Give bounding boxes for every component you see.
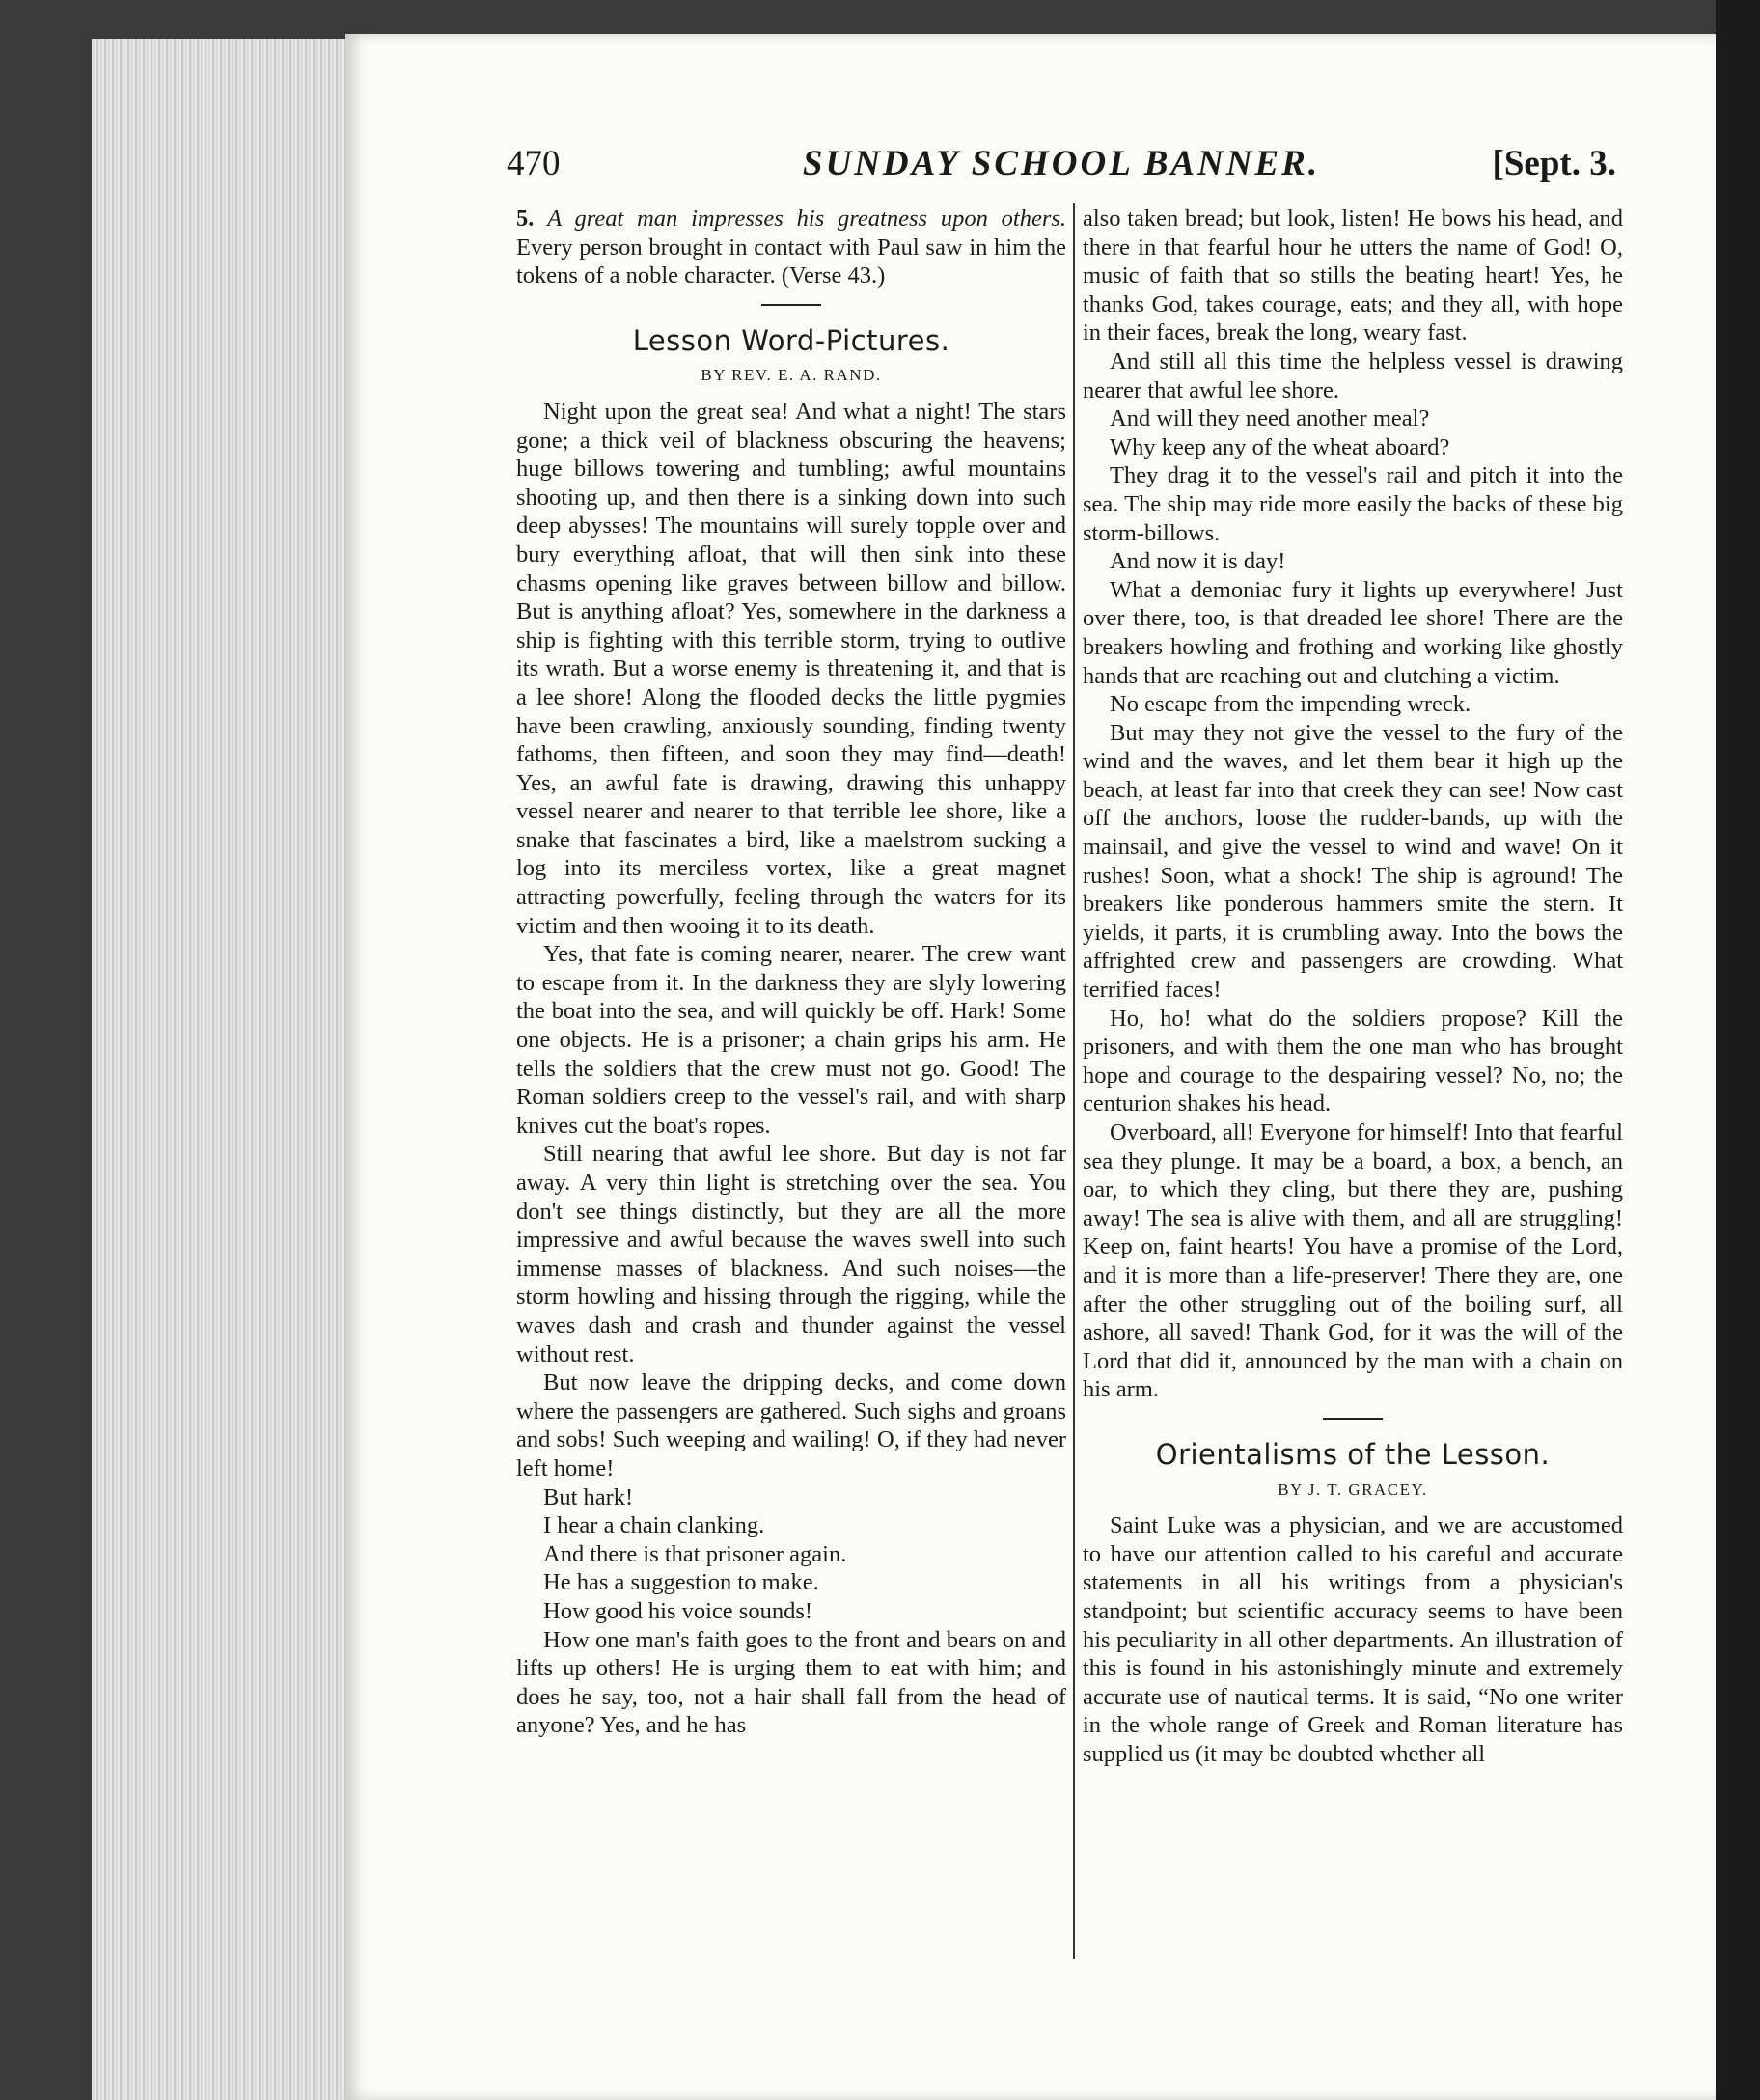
paragraph: Yes, that fate is coming nearer, nearer. The crew want to escape from it. In the darkness they are slyly lowering the boat into the sea, and will quickly be off. Hark! Some one objects. He is a prisoner; a chain grips his arm. He tells the soldiers that the crew must not go. Good! The Roman soldiers creep to the vessel's rail, and with sharp knives cut the boat's ropes.: [516, 941, 1066, 1139]
numbered-point: [516, 205, 1066, 290]
byline-rand: BY REV. E. A. RAND.: [701, 366, 882, 385]
paragraph: And will they need another meal?: [1110, 405, 1430, 432]
short-line: And there is that prisoner again.: [543, 1540, 847, 1567]
section-rule: [761, 304, 821, 306]
paragraph: Why keep any of the wheat aboard?: [1110, 433, 1450, 460]
point-number: 5.: [516, 206, 535, 232]
paragraph: And still all this time the helpless vessel is drawing nearer that awful lee shore.: [1083, 347, 1623, 403]
paragraph: But now leave the dripping decks, and come down where the passengers are gathered. Such sighs and groans and sobs! Such weeping and wailing! O, if they had never left home!: [516, 1369, 1066, 1481]
paragraph: And now it is day!: [1110, 548, 1286, 575]
paragraph: No escape from the impending wreck.: [1110, 691, 1471, 718]
left-column: [516, 205, 1066, 1740]
page-header: [507, 143, 1616, 191]
short-line: I hear a chain clanking.: [543, 1512, 765, 1539]
paragraph: How one man's faith goes to the front and bears on and lifts up others! He is urging them to eat with him; and does he say, too, not a hair shall fall from the head of anyone? Yes, and he has: [516, 1626, 1066, 1739]
paragraph: also taken bread; but look, listen! He bows his head, and there in that fearful hour he utters the name of God! O, music of faith that so stills the beating heart! Yes, he thanks God, takes courage, eats; and they all, with hope in their faces, break the long, weary fast.: [1083, 206, 1623, 346]
paragraph: Still nearing that awful lee shore. But day is not far away. A very thin light is stretching over the sea. You don't see things distinctly, but they are all the more impressive and awful because the waves swell into such immense masses of blackness. And such noises—the storm howling and hissing through the rigging, while the waves dash and crash and thunder against the vessel without rest.: [516, 1141, 1066, 1368]
paragraph: But may they not give the vessel to the fury of the wind and the waves, and let them bear it high up the beach, at least far into that creek they can see! Now cast off the anchors, loose the rudder-bands, up with the mainsail, and give the vessel to wind and wave! On it rushes! Soon, what a shock! The ship is aground! The breakers like ponderous hammers smite the stern. It yields, it parts, it is crumbling away. Into the bows the affrighted crew and passengers are crowding. What terrified faces!: [1083, 719, 1623, 1004]
point-text: Every person brought in contact with Paul saw in him the tokens of a noble character. (Verse 43.): [516, 234, 1066, 290]
column-divider: [1073, 203, 1075, 1959]
byline-gracey: BY J. T. GRACEY.: [1278, 1479, 1428, 1499]
book-page-edges: [92, 39, 347, 2100]
binding-strip: [1716, 0, 1760, 2100]
page-number: 470: [507, 144, 561, 183]
section-title-orientalisms: Orientalisms of the Lesson.: [1155, 1437, 1551, 1471]
journal-title: SUNDAY SCHOOL BANNER.: [802, 144, 1321, 183]
short-line: He has a suggestion to make.: [543, 1569, 819, 1596]
paragraph: Ho, ho! what do the soldiers propose? Kill the prisoners, and with them the one man who has brought hope and courage to the despairing vessel? No, no; the centurion shakes his head.: [1083, 1005, 1623, 1118]
paragraph: They drag it to the vessel's rail and pitch it into the sea. The ship may ride more easily the backs of these big storm-billows.: [1083, 462, 1623, 546]
short-line: How good his voice sounds!: [543, 1597, 813, 1624]
section-rule: [1323, 1418, 1383, 1420]
point-italic-text: A great man impresses his greatness upon others.: [547, 206, 1067, 232]
paragraph: Saint Luke was a physician, and we are accustomed to have our attention called to his careful and accurate statements in all his writings from a physician's standpoint; but scientific accuracy seems to have been his peculiarity in all other departments. An illustration of this is found in his astonishingly minute and extremely accurate use of nautical terms. It is said, “No one writer in the whole range of Greek and Roman literature has supplied us (it may be doubted whether all: [1083, 1512, 1623, 1767]
section-title-word-pictures: Lesson Word-Pictures.: [632, 323, 950, 357]
right-column: [1083, 205, 1623, 1768]
short-line: But hark!: [543, 1483, 634, 1510]
paragraph: Night upon the great sea! And what a night! The stars gone; a thick veil of blackness obscuring the heavens; huge billows towering and tumbling; awful mountains shooting up, and then there is a sinking down into such deep abysses! The mountains will surely topple over and bury everything afloat, that will then sink into these chasms opening like graves between billow and billow. But is anything afloat? Yes, somewhere in the darkness a ship is fighting with this terrible storm, trying to outlive its wrath. But a worse enemy is threatening it, and that is a lee shore! Along the flooded decks the little pygmies have been crawling, anxiously sounding, finding twenty fathoms, then fifteen, and soon they may find—death! Yes, an awful fate is drawing, drawing this unhappy vessel nearer and nearer to that terrible lee shore, like a snake that fascinates a bird, like a maelstrom sucking a log into its merciless vortex, like a great magnet attracting powerfully, feeling through the waters for its victim and then wooing it to its death.: [516, 398, 1066, 939]
issue-date: [Sept. 3.: [1492, 144, 1616, 183]
paragraph: What a demoniac fury it lights up everywhere! Just over there, too, is that dreaded lee shore! There are the breakers howling and frothing and working like ghostly hands that are reaching out and clutching a victim.: [1083, 576, 1623, 689]
paragraph: Overboard, all! Everyone for himself! Into that fearful sea they plunge. It may be a board, a box, a bench, an oar, to which they cling, but there they are, pushing away! The sea is alive with them, and all are struggling! Keep on, faint hearts! You have a promise of the Lord, and it is more than a life-preserver! There they are, one after the other struggling out of the boiling surf, all ashore, all saved! Thank God, for it was the will of the Lord that did it, announced by the man with a chain on his arm.: [1083, 1119, 1623, 1403]
